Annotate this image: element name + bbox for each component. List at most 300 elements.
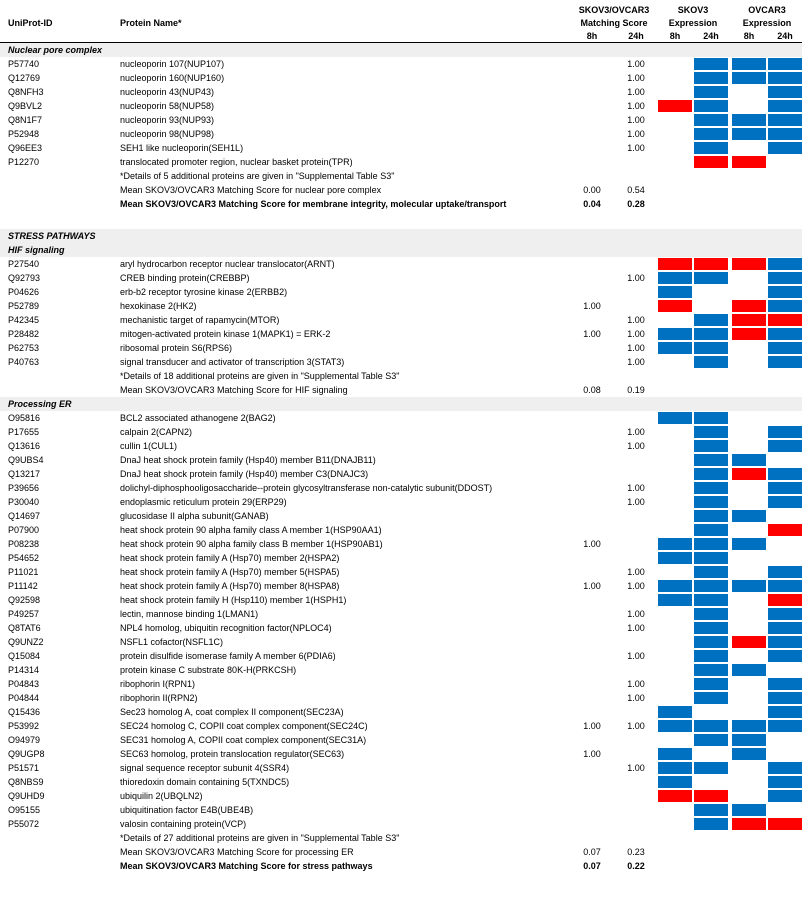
protein-name-cell: translocated promoter region, nuclear basket protein(TPR) [120,157,353,167]
uniprot-id-cell: P04844 [8,693,40,703]
expression-cell-ovcar3-8h [732,622,766,634]
expression-cell-ovcar3-8h [732,356,766,368]
expression-cell-skov3-8h [658,510,692,522]
protein-row [0,341,802,355]
expression-cell-ovcar3-8h [732,510,766,522]
matching-score-8h-cell: 1.00 [583,581,601,591]
protein-name-cell: protein kinase C substrate 80K-H(PRKCSH) [120,665,297,675]
expression-cell-ovcar3-24h [768,664,802,676]
expression-cell-skov3-24h [694,114,728,126]
matching-score-24h-cell: 1.00 [627,143,645,153]
expression-cell-skov3-24h [694,184,728,196]
uniprot-id-cell: Q15436 [8,707,41,717]
protein-name-cell: hexokinase 2(HK2) [120,301,197,311]
expression-cell-skov3-8h [658,496,692,508]
protein-name-cell: mechanistic target of rapamycin(MTOR) [120,315,280,325]
expression-cell-skov3-8h [658,580,692,592]
expression-cell-ovcar3-8h [732,142,766,154]
expression-cell-skov3-8h [658,566,692,578]
expression-cell-ovcar3-24h [768,184,802,196]
matching-score-24h-cell: 1.00 [627,101,645,111]
expression-cells [658,328,802,340]
expression-cell-skov3-8h [658,468,692,480]
uniprot-id-cell: Q8N1F7 [8,115,43,125]
expression-cells [658,100,802,112]
expression-cells [658,762,802,774]
expression-cell-ovcar3-24h [768,356,802,368]
expression-cells [658,748,802,760]
note-row [0,369,802,383]
expression-cell-skov3-24h [694,328,728,340]
protein-row [0,113,802,127]
expression-cell-skov3-24h [694,440,728,452]
expression-cell-ovcar3-8h [732,496,766,508]
expression-cell-ovcar3-24h [768,328,802,340]
expression-cell-skov3-24h [694,384,728,396]
expression-cell-ovcar3-24h [768,720,802,732]
expression-time-headers [658,31,802,41]
expression-cell-ovcar3-8h [732,328,766,340]
expression-cell-skov3-24h [694,370,728,382]
uniprot-id-cell: P14314 [8,665,40,675]
expression-cell-ovcar3-24h [768,128,802,140]
uniprot-id-cell: Q8NFH3 [8,87,44,97]
protein-row [0,789,802,803]
mean-score-row [0,859,802,873]
expression-cell-ovcar3-24h [768,468,802,480]
matching-score-24h-cell: 1.00 [627,693,645,703]
matching-score-8h-cell: 1.00 [583,721,601,731]
expression-cell-skov3-24h [694,552,728,564]
matching-score-8h-cell: 1.00 [583,301,601,311]
expression-cell-skov3-24h [694,454,728,466]
protein-row [0,327,802,341]
protein-row [0,663,802,677]
expression-cells [658,384,802,396]
expression-cell-ovcar3-24h [768,832,802,844]
matching-score-24h-cell: 0.19 [627,385,645,395]
protein-row [0,141,802,155]
matching-score-24h-cell: 1.00 [627,441,645,451]
expression-cell-ovcar3-8h [732,100,766,112]
protein-name-cell: signal sequence receptor subunit 4(SSR4) [120,763,290,773]
protein-name-cell: mitogen-activated protein kinase 1(MAPK1) = ERK-2 [120,329,331,339]
expression-cell-skov3-24h [694,356,728,368]
expression-cell-skov3-24h [694,706,728,718]
expression-cell-skov3-8h [658,608,692,620]
uniprot-id-cell: Q92598 [8,595,41,605]
matching-score-24h-cell: 0.22 [627,861,645,871]
table-body [0,43,802,873]
uniprot-id-cell: P30040 [8,497,40,507]
protein-row [0,677,802,691]
expression-cells [658,650,802,662]
expression-cell-skov3-8h [658,142,692,154]
expression-cell-skov3-24h [694,580,728,592]
protein-name-cell: aryl hydrocarbon receptor nuclear translocator(ARNT) [120,259,335,269]
expression-cell-ovcar3-8h [732,412,766,424]
expression-cell-ovcar3-8h [732,272,766,284]
matching-score-8h-cell: 1.00 [583,539,601,549]
uniprot-id-cell: O95816 [8,413,41,423]
protein-name-cell: CREB binding protein(CREBBP) [120,273,250,283]
expression-cell-ovcar3-8h [732,832,766,844]
protein-row [0,747,802,761]
protein-name-cell: heat shock protein family A (Hsp70) member 2(HSPA2) [120,553,340,563]
expression-cells [658,664,802,676]
expression-cell-ovcar3-8h [732,860,766,872]
protein-name-cell: signal transducer and activator of transcription 3(STAT3) [120,357,345,367]
expression-cells [658,58,802,70]
supplemental-note-text: *Details of 18 additional proteins are given in "Supplemental Table S3" [120,371,400,381]
expression-cell-ovcar3-24h [768,170,802,182]
expression-cells [658,692,802,704]
matching-24h-header: 24h [628,30,644,41]
expression-cell-ovcar3-24h [768,412,802,424]
protein-row [0,71,802,85]
expression-cell-skov3-24h [694,636,728,648]
expression-cell-ovcar3-24h [768,594,802,606]
expression-cell-ovcar3-24h [768,342,802,354]
uniprot-id-cell: Q92793 [8,273,41,283]
expression-cell-ovcar3-24h [768,100,802,112]
protein-row [0,621,802,635]
expression-cell-ovcar3-8h [732,804,766,816]
expression-cell-ovcar3-24h [768,552,802,564]
uniprot-id-cell: P57740 [8,59,40,69]
matching-score-24h-cell: 1.00 [627,721,645,731]
expression-cell-ovcar3-24h [768,510,802,522]
protein-name-cell: heat shock protein family H (Hsp110) member 1(HSPH1) [120,595,347,605]
expression-cell-skov3-24h [694,426,728,438]
expression-cell-skov3-24h [694,538,728,550]
expression-cell-ovcar3-24h [768,706,802,718]
protein-name-column-header: Protein Name* [120,17,182,28]
expression-cell-ovcar3-8h [732,636,766,648]
expression-cell-ovcar3-8h [732,184,766,196]
expression-cell-skov3-8h [658,72,692,84]
expression-cell-ovcar3-8h [732,300,766,312]
uniprot-id-cell: P04626 [8,287,40,297]
expression-cell-skov3-8h [658,790,692,802]
expression-cell-ovcar3-24h [768,818,802,830]
protein-name-cell: NPL4 homolog, ubiquitin recognition factor(NPLOC4) [120,623,332,633]
expression-cell-skov3-8h [658,846,692,858]
expression-cell-skov3-8h [658,100,692,112]
expression-cell-skov3-8h [658,58,692,70]
expression-cells [658,198,802,210]
uniprot-id-cell: P52789 [8,301,40,311]
mean-score-row [0,183,802,197]
expression-cell-skov3-8h [658,342,692,354]
expression-cell-skov3-24h [694,762,728,774]
expression-cell-skov3-8h [658,524,692,536]
uniprot-id-cell: P28482 [8,329,40,339]
expression-cell-ovcar3-24h [768,72,802,84]
expression-cell-skov3-8h [658,734,692,746]
matching-score-24h-cell: 1.00 [627,315,645,325]
uniprot-id-cell: P11142 [8,581,38,591]
expression-cell-ovcar3-24h [768,58,802,70]
expression-cell-skov3-8h [658,286,692,298]
expression-cell-skov3-8h [658,170,692,182]
uniprot-id-cell: P40763 [8,357,40,367]
expression-cell-skov3-8h [658,114,692,126]
protein-row [0,817,802,831]
uniprot-id-cell: Q9UGP8 [8,749,45,759]
expression-cells [658,170,802,182]
uniprot-id-cell: P12270 [8,157,40,167]
uniprot-id-cell: P04843 [8,679,40,689]
expression-cell-ovcar3-8h [732,580,766,592]
expression-cell-skov3-24h [694,258,728,270]
skov3-group-label: SKOV3 [677,4,709,15]
expression-cell-skov3-24h [694,860,728,872]
protein-name-cell: nucleoporin 43(NUP43) [120,87,215,97]
expression-cell-skov3-8h [658,678,692,690]
section-header-row [0,243,802,257]
table-header [0,3,802,43]
expression-cell-ovcar3-24h [768,198,802,210]
expression-cell-skov3-24h [694,496,728,508]
expression-cell-skov3-8h [658,692,692,704]
expression-cells [658,636,802,648]
expression-cell-ovcar3-8h [732,258,766,270]
expression-cell-skov3-24h [694,128,728,140]
uniprot-id-cell: Q13616 [8,441,41,451]
protein-row [0,705,802,719]
matching-score-24h-cell: 0.54 [627,185,645,195]
protein-row [0,593,802,607]
expression-cells [658,142,802,154]
expression-cell-skov3-24h [694,86,728,98]
section-title: Nuclear pore complex [8,45,103,55]
expression-cells [658,314,802,326]
ovcar3-8h-header: 8h [743,30,755,41]
mean-score-label: Mean SKOV3/OVCAR3 Matching Score for nuclear pore complex [120,185,382,195]
expression-cells [658,622,802,634]
expression-cell-skov3-8h [658,184,692,196]
protein-row [0,355,802,369]
protein-name-cell: ribophorin II(RPN2) [120,693,198,703]
expression-cell-ovcar3-24h [768,622,802,634]
expression-cells [658,790,802,802]
protein-row [0,551,802,565]
note-row [0,169,802,183]
protein-name-cell: endoplasmic reticulum protein 29(ERP29) [120,497,287,507]
expression-cell-skov3-8h [658,748,692,760]
expression-cell-ovcar3-24h [768,454,802,466]
expression-cell-ovcar3-8h [732,818,766,830]
expression-cell-ovcar3-24h [768,860,802,872]
uniprot-id-cell: P62753 [8,343,40,353]
protein-row [0,537,802,551]
protein-name-cell: erb-b2 receptor tyrosine kinase 2(ERBB2) [120,287,288,297]
expression-cell-ovcar3-24h [768,692,802,704]
uniprot-id-cell: P07900 [8,525,40,535]
section-gap [0,211,802,229]
expression-cell-skov3-8h [658,454,692,466]
protein-row [0,565,802,579]
expression-cell-ovcar3-8h [732,314,766,326]
protein-row [0,299,802,313]
section-title: STRESS PATHWAYS [8,231,96,241]
uniprot-id-cell: Q96EE3 [8,143,43,153]
expression-cell-ovcar3-24h [768,776,802,788]
matching-score-24h-cell: 1.00 [627,651,645,661]
expression-cell-skov3-8h [658,370,692,382]
protein-name-cell: thioredoxin domain containing 5(TXNDC5) [120,777,290,787]
protein-name-cell: heat shock protein family A (Hsp70) member 5(HSPA5) [120,567,340,577]
expression-cell-ovcar3-24h [768,142,802,154]
expression-cell-ovcar3-8h [732,198,766,210]
expression-cell-ovcar3-8h [732,128,766,140]
skov3-8h-header: 8h [669,30,681,41]
expression-cell-ovcar3-24h [768,370,802,382]
expression-cell-skov3-24h [694,272,728,284]
expression-cells [658,286,802,298]
expression-cell-ovcar3-24h [768,258,802,270]
expression-cell-skov3-8h [658,426,692,438]
expression-cells [658,804,802,816]
expression-cell-ovcar3-24h [768,846,802,858]
expression-cell-ovcar3-8h [732,790,766,802]
supplemental-note-text: *Details of 27 additional proteins are given in "Supplemental Table S3" [120,833,400,843]
uniprot-id-cell: P53992 [8,721,40,731]
expression-cell-ovcar3-24h [768,608,802,620]
expression-cell-skov3-8h [658,198,692,210]
expression-cell-ovcar3-24h [768,482,802,494]
section-title: HIF signaling [8,245,65,255]
expression-cell-skov3-24h [694,58,728,70]
expression-cells [658,860,802,872]
expression-cells [658,510,802,522]
expression-cell-skov3-8h [658,860,692,872]
ovcar3-24h-header: 24h [777,30,793,41]
protein-row [0,761,802,775]
note-row [0,831,802,845]
expression-cell-ovcar3-8h [732,384,766,396]
protein-row [0,271,802,285]
matching-score-24h-cell: 1.00 [627,59,645,69]
expression-cells [658,482,802,494]
expression-cells [658,566,802,578]
expression-cell-ovcar3-24h [768,734,802,746]
matching-8h-header: 8h [586,30,598,41]
expression-cell-ovcar3-8h [732,776,766,788]
expression-cell-skov3-24h [694,734,728,746]
expression-cell-skov3-8h [658,636,692,648]
protein-row [0,775,802,789]
uniprot-id-cell: P17655 [8,427,40,437]
expression-cell-skov3-24h [694,72,728,84]
protein-name-cell: SEC63 homolog, protein translocation regulator(SEC63) [120,749,345,759]
uniprot-id-cell: Q8TAT6 [8,623,41,633]
expression-cells [658,426,802,438]
protein-name-cell: heat shock protein family A (Hsp70) member 8(HSPA8) [120,581,340,591]
protein-row [0,691,802,705]
expression-cell-ovcar3-24h [768,426,802,438]
expression-cells [658,832,802,844]
expression-cells [658,706,802,718]
protein-name-cell: nucleoporin 98(NUP98) [120,129,215,139]
expression-cell-ovcar3-24h [768,272,802,284]
protein-name-cell: nucleoporin 93(NUP93) [120,115,215,125]
expression-cell-skov3-8h [658,128,692,140]
protein-name-cell: DnaJ heat shock protein family (Hsp40) member C3(DNAJC3) [120,469,369,479]
expression-cell-skov3-24h [694,510,728,522]
expression-cell-ovcar3-8h [732,664,766,676]
expression-cells [658,272,802,284]
expression-cells [658,734,802,746]
protein-name-cell: calpain 2(CAPN2) [120,427,193,437]
section-header-row [0,43,802,57]
skov3-24h-header: 24h [703,30,719,41]
protein-row [0,313,802,327]
expression-cell-ovcar3-8h [732,566,766,578]
expression-cell-skov3-8h [658,538,692,550]
protein-row [0,99,802,113]
expression-cell-skov3-24h [694,622,728,634]
expression-cell-skov3-8h [658,594,692,606]
expression-cells [658,846,802,858]
expression-cells [658,356,802,368]
uniprot-id-cell: Q8NBS9 [8,777,44,787]
expression-cell-ovcar3-8h [732,454,766,466]
expression-cell-ovcar3-8h [732,482,766,494]
expression-cell-ovcar3-24h [768,314,802,326]
expression-cells [658,496,802,508]
expression-cell-ovcar3-24h [768,524,802,536]
expression-cell-ovcar3-8h [732,846,766,858]
expression-cell-skov3-8h [658,86,692,98]
matching-score-24h-cell: 1.00 [627,567,645,577]
uniprot-id-cell: Q13217 [8,469,41,479]
expression-cell-ovcar3-8h [732,692,766,704]
expression-cell-ovcar3-8h [732,706,766,718]
expression-cell-ovcar3-8h [732,734,766,746]
expression-cell-skov3-24h [694,804,728,816]
expression-cell-skov3-24h [694,412,728,424]
header-group-row [0,3,802,16]
matching-score-24h-cell: 1.00 [627,73,645,83]
uniprot-id-cell: Q9UBS4 [8,455,44,465]
matching-score-24h-cell: 1.00 [627,427,645,437]
ovcar3-group-label: OVCAR3 [748,4,786,15]
expression-cells [658,538,802,550]
mean-score-row [0,197,802,211]
header-label-row [0,16,802,29]
expression-cells [658,412,802,424]
expression-cell-skov3-8h [658,804,692,816]
expression-cell-skov3-8h [658,356,692,368]
skov3-expression-label: Expression [668,17,718,28]
expression-cell-ovcar3-24h [768,650,802,662]
expression-cell-ovcar3-8h [732,552,766,564]
protein-name-cell: heat shock protein 90 alpha family class A member 1(HSP90AA1) [120,525,382,535]
expression-cell-skov3-8h [658,272,692,284]
matching-score-24h-cell: 1.00 [627,329,645,339]
expression-cell-ovcar3-8h [732,156,766,168]
matching-score-24h-cell: 1.00 [627,497,645,507]
expression-cell-skov3-24h [694,314,728,326]
expression-cell-ovcar3-8h [732,114,766,126]
uniprot-id-cell: P52948 [8,129,40,139]
protein-row [0,803,802,817]
ovcar3-expression-label: Expression [742,17,792,28]
expression-cell-skov3-8h [658,720,692,732]
matching-score-24h-cell: 1.00 [627,679,645,689]
